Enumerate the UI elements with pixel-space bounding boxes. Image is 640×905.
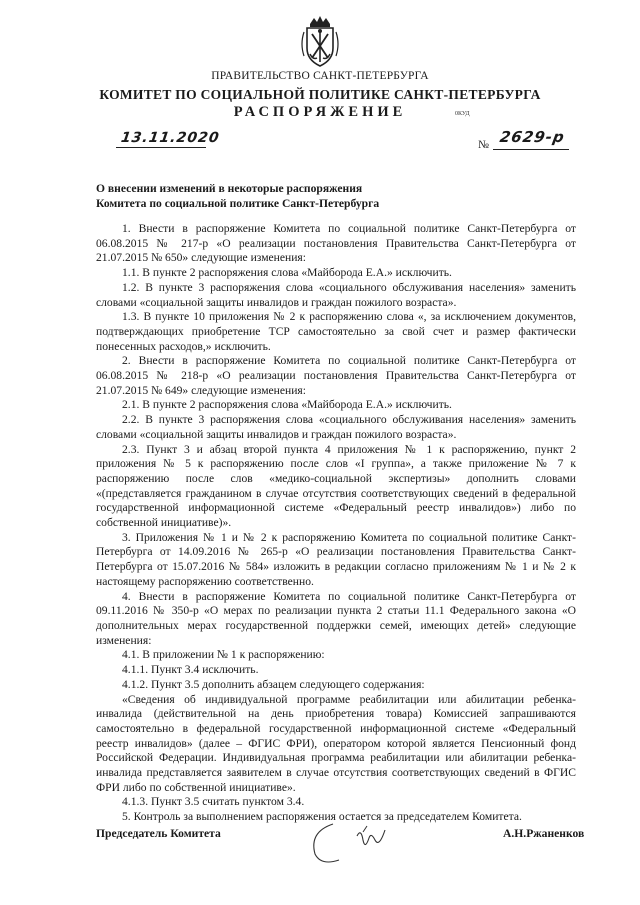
number-sign: № <box>478 139 489 151</box>
paragraph: 1. Внести в распоряжение Комитета по социальной политике Санкт-Петербурга от 06.08.2015 № 217-р «О реализации постановления Правительства Санкт-Петербурга от 21.07.2015 № 650» следующие изменения: <box>96 222 576 265</box>
document-number: 2629-р <box>498 128 567 146</box>
paragraph: 5. Контроль за выполнением распоряжения остается за председателем Комитета. <box>122 810 522 824</box>
subject-line-1: О внесении изменений в некоторые распоряжения <box>96 182 363 195</box>
paragraph: 1.1. В пункте 2 распоряжения слова «Майборода Е.А.» исключить. <box>122 266 452 280</box>
paragraph: «Сведения об индивидуальной программе реабилитации или абилитации ребенка-инвалида (действительной на день приобретения товара) Комиссией запрашиваются самостоятельно в федеральной государственной информационной системе «Федеральный реестр инвалидов» (далее – ФГИС ФРИ), оператором которой является Пенсионный фонд Российской Федерации. Индивидуальная программа реабилитации или абилитации ребенка-инвалида представляется заявителем в случае отсутствия соответствующих сведений в ФГИС ФРИ либо по собственной инициативе». <box>96 692 576 794</box>
coat-of-arms-icon <box>298 14 342 70</box>
committee-title: КОМИТЕТ ПО СОЦИАЛЬНОЙ ПОЛИТИКЕ САНКТ-ПЕТЕРБУРГА <box>99 87 541 102</box>
document-subject <box>96 181 379 211</box>
signatory-position: Председатель Комитета <box>96 827 221 840</box>
paragraph: 2.2. В пункте 3 распоряжения слова «социального обслуживания населения» заменить словами «социальной защиты инвалидов и граждан пожилого возраста». <box>96 413 576 441</box>
date-underline <box>116 147 206 148</box>
paragraph: 2.3. Пункт 3 и абзац второй пункта 4 приложения № 1 к распоряжению, пункт 2 приложения № 5 к распоряжению после слов «I группа», а также приложение № 7 к распоряжению после слов «медико-социальной экспертизы» дополнить словами «(представляется гражданином в случае отсутствия соответствующих сведений в федеральной государственной информационной системе «Федеральный реестр инвалидов») либо по собственной инициативе)». <box>96 442 576 530</box>
signature-image <box>305 810 415 870</box>
paragraph: 4.1.3. Пункт 3.5 считать пунктом 3.4. <box>122 795 305 809</box>
signatory-name: А.Н.Ржаненков <box>503 827 585 840</box>
form-code: 0КУД <box>455 111 470 117</box>
paragraph: 2.1. В пункте 2 распоряжения слова «Майборода Е.А.» исключить. <box>122 398 452 412</box>
paragraph: 4.1.2. Пункт 3.5 дополнить абзацем следующего содержания: <box>122 677 425 691</box>
paragraph: 2. Внести в распоряжение Комитета по социальной политике Санкт-Петербурга от 06.08.2015 № 218-р «О реализации постановления Правительства Санкт-Петербурга от 21.07.2015 № 649» следующие изменения: <box>96 354 576 397</box>
paragraph: 1.3. В пункте 10 приложения № 2 к распоряжению слова «, за исключением документов, подтверждающих приобретение ТСР самостоятельно за свой счет и размер фактически понесенных расходов,» исключить. <box>96 310 576 353</box>
number-underline <box>493 149 569 150</box>
paragraph: 4.1. В приложении № 1 к распоряжению: <box>122 648 325 662</box>
paragraph: 3. Приложения № 1 и № 2 к распоряжению Комитета по социальной политике Санкт-Петербурга от 14.09.2016 № 265-р «О реализации постановления Правительства Санкт-Петербурга от 15.07.2016 № 584» изложить в редакции согласно приложениям № 1 и № 2 к настоящему распоряжению соответственно. <box>96 530 576 588</box>
document-body <box>96 222 576 825</box>
government-title: ПРАВИТЕЛЬСТВО САНКТ-ПЕТЕРБУРГА <box>211 70 429 82</box>
paragraph: 4. Внести в распоряжение Комитета по социальной политике Санкт-Петербурга от 09.11.2016 № 350-р «О мерах по реализации пункта 2 статьи 11.1 Федерального закона «О дополнительных мерах государственной поддержки семей, имеющих детей» следующие изменения: <box>96 589 576 647</box>
paragraph: 4.1.1. Пункт 3.4 исключить. <box>122 663 259 677</box>
document-date: 13.11.2020 <box>119 130 221 146</box>
document-type: РАСПОРЯЖЕНИЕ <box>233 104 407 120</box>
paragraph: 1.2. В пункте 3 распоряжения слова «социального обслуживания населения» заменить словами «социальной защиты инвалидов и граждан пожилого возраста». <box>96 280 576 309</box>
subject-line-2: Комитета по социальной политике Санкт-Петербурга <box>96 197 380 210</box>
